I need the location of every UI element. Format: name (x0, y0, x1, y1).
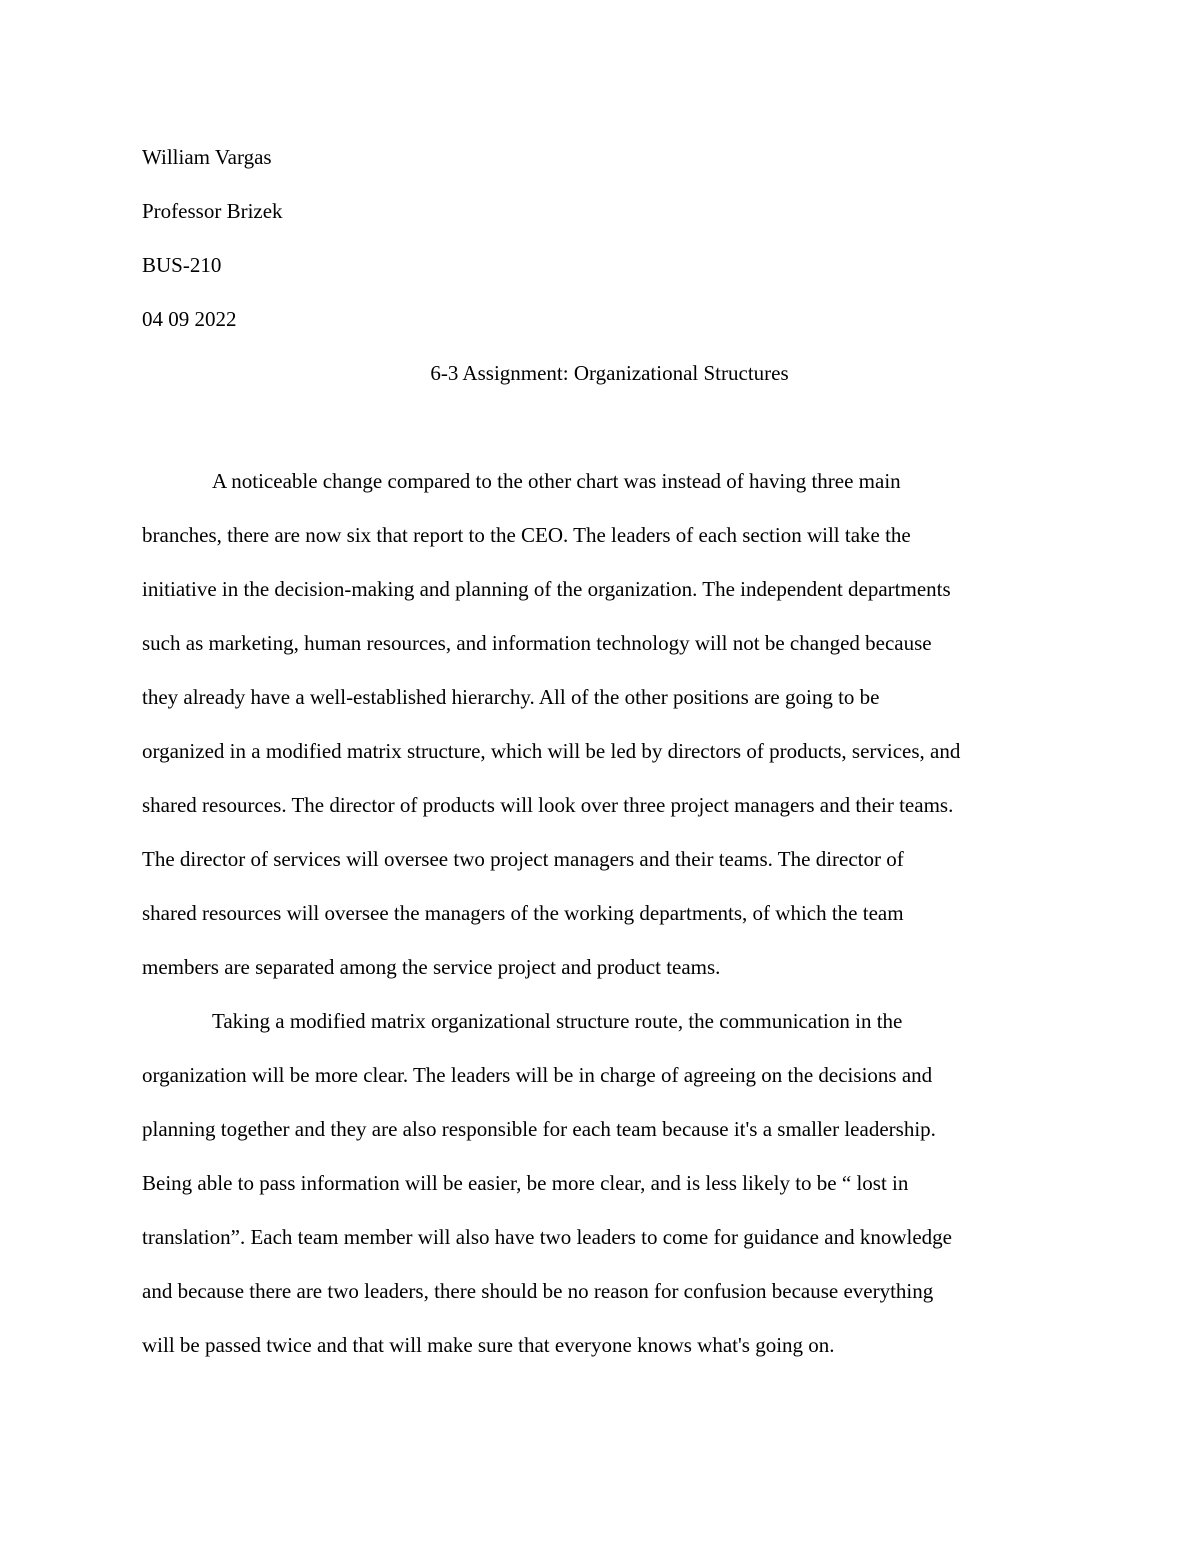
paragraph-line: planning together and they are also responsible for each team because it's a smaller leadership. (142, 1117, 936, 1141)
paragraph-line: translation”. Each team member will also have two leaders to come for guidance and knowledge (142, 1225, 952, 1249)
paragraph-1 (142, 454, 1062, 994)
title-spacer (142, 400, 1062, 454)
paragraph-line: A noticeable change compared to the other chart was instead of having three main (212, 469, 901, 493)
paragraph-line: shared resources will oversee the managers of the working departments, of which the team (142, 901, 904, 925)
student-name: William Vargas (142, 145, 272, 169)
paragraph-line: organized in a modified matrix structure, which will be led by directors of products, services, and (142, 739, 961, 763)
paragraph-line: members are separated among the service project and product teams. (142, 955, 721, 979)
paragraph-line: and because there are two leaders, there should be no reason for confusion because everything (142, 1279, 934, 1303)
paragraph-line: initiative in the decision-making and planning of the organization. The independent departments (142, 577, 951, 601)
paragraph-line: shared resources. The director of products will look over three project managers and their teams. (142, 793, 954, 817)
paragraph-line: they already have a well-established hierarchy. All of the other positions are going to be (142, 685, 880, 709)
paragraph-line: such as marketing, human resources, and information technology will not be changed because (142, 631, 932, 655)
course-code: BUS-210 (142, 253, 222, 277)
document-body (142, 130, 1062, 1372)
paragraph-line: The director of services will oversee two project managers and their teams. The director of (142, 847, 904, 871)
paragraph-2 (142, 994, 1062, 1372)
paragraph-line: organization will be more clear. The leaders will be in charge of agreeing on the decisions and (142, 1063, 933, 1087)
assignment-date: 04 09 2022 (142, 307, 237, 331)
paragraph-line: branches, there are now six that report to the CEO. The leaders of each section will take the (142, 523, 911, 547)
document-title: 6-3 Assignment: Organizational Structures (430, 361, 789, 385)
paragraph-line: Taking a modified matrix organizational structure route, the communication in the (212, 1009, 903, 1033)
paragraph-line: Being able to pass information will be easier, be more clear, and is less likely to be “ lost in (142, 1171, 909, 1195)
professor-name: Professor Brizek (142, 199, 283, 223)
paragraph-line: will be passed twice and that will make sure that everyone knows what's going on. (142, 1333, 835, 1357)
